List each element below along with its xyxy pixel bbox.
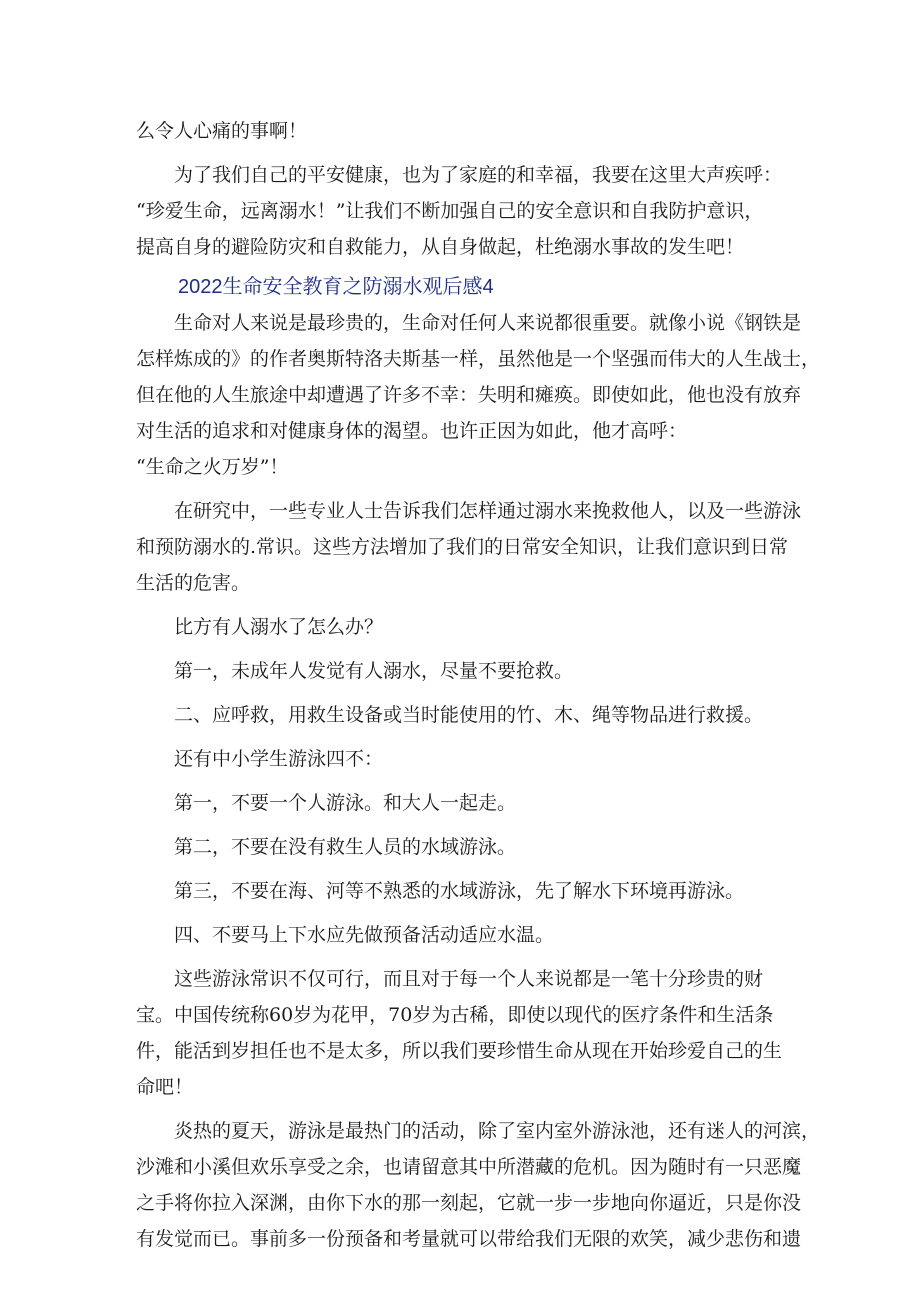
paragraph-gap	[136, 953, 786, 961]
paragraph-gap	[136, 1105, 786, 1113]
paragraph-line: 提高自身的避险防灾和自救能力，从自身做起，杜绝溺水事故的发生吧！	[136, 236, 745, 258]
paragraph-line: 还有中小学生游泳四不：	[174, 748, 384, 770]
paragraph-line: 之手将你拉入深渊，由你下水的那一刻起，它就一步一步地向你逼近，只是你没	[136, 1192, 802, 1214]
paragraph-line: 第三，不要在海、河等不熟悉的水域游泳，先了解水下环境再游泳。	[174, 880, 745, 902]
paragraph-line: 怎样炼成的》的作者奥斯特洛夫斯基一样，虽然他是一个坚强而伟大的人生战士，	[136, 348, 821, 370]
paragraph-line: 四、不要马上下水应先做预备活动适应水温。	[174, 924, 555, 946]
paragraph-line: 炎热的夏天，游泳是最热门的活动，除了室内室外游泳池，还有迷人的河滨，	[174, 1120, 821, 1142]
section-heading: 2022生命安全教育之防溺水观后感4	[178, 276, 494, 298]
paragraph-line: 件，能活到岁担任也不是太多，所以我们要珍惜生命从现在开始珍爱自己的生	[136, 1040, 783, 1062]
paragraph-line: “生命之火万岁”！	[136, 456, 289, 478]
paragraph-line: 第二，不要在没有救生人员的水域游泳。	[174, 836, 517, 858]
paragraph-line: 命吧！	[136, 1076, 194, 1098]
paragraph-gap	[136, 909, 786, 917]
paragraph-line: 在研究中，一些专业人士告诉我们怎样通过溺水来挽救他人，以及一些游泳	[174, 500, 802, 522]
paragraph-line: 有发觉而已。事前多一份预备和考量就可以带给我们无限的欢笑，减少悲伤和遗	[136, 1228, 802, 1250]
paragraph-gap	[136, 733, 786, 741]
paragraph-line: 和预防溺水的.常识。这些方法增加了我们的日常安全知识，让我们意识到日常	[136, 536, 789, 558]
top-text-block	[136, 113, 786, 265]
paragraph-line: 为了我们自己的平安健康，也为了家庭的和幸福，我要在这里大声疾呼：	[174, 164, 783, 186]
paragraph-gap	[136, 777, 786, 785]
paragraph-line: 第一，不要一个人游泳。和大人一起走。	[174, 792, 517, 814]
body-text-block	[136, 305, 821, 1257]
paragraph-line: 二、应呼救，用救生设备或当时能使用的竹、木、绳等物品进行救援。	[174, 704, 764, 726]
paragraph-line: 第一，未成年人发觉有人溺水，尽量不要抢救。	[174, 660, 574, 682]
paragraph-line: “珍爱生命，远离溺水！”让我们不断加强自己的安全意识和自我防护意识，	[136, 200, 764, 222]
paragraph-line: 生活的危害。	[136, 572, 251, 594]
paragraph-line: 么令人心痛的事啊！	[136, 120, 308, 142]
paragraph-line: 生命对人来说是最珍贵的，生命对任何人来说都很重要。就像小说《钢铁是	[174, 312, 802, 334]
paragraph-gap	[136, 821, 786, 829]
paragraph-line: 这些游泳常识不仅可行，而且对于每一个人来说都是一笔十分珍贵的财	[174, 968, 764, 990]
paragraph-gap	[136, 485, 786, 493]
paragraph-gap	[136, 689, 786, 697]
paragraph-gap	[136, 601, 786, 609]
paragraph-line: 沙滩和小溪但欢乐享受之余，也请留意其中所潜藏的危机。因为随时有一只恶魔	[136, 1156, 802, 1178]
paragraph-line: 宝。中国传统称60岁为花甲，70岁为古稀，即使以现代的医疗条件和生活条	[136, 1004, 774, 1026]
paragraph-line: 对生活的追求和对健康身体的渴望。也许正因为如此，他才高呼：	[136, 420, 688, 442]
paragraph-line: 但在他的人生旅途中却遭遇了许多不幸：失明和瘫痪。即使如此，他也没有放弃	[136, 384, 802, 406]
paragraph-line: 比方有人溺水了怎么办？	[174, 616, 384, 638]
paragraph-gap	[136, 645, 786, 653]
paragraph-gap	[136, 865, 786, 873]
paragraph-gap	[136, 149, 786, 157]
